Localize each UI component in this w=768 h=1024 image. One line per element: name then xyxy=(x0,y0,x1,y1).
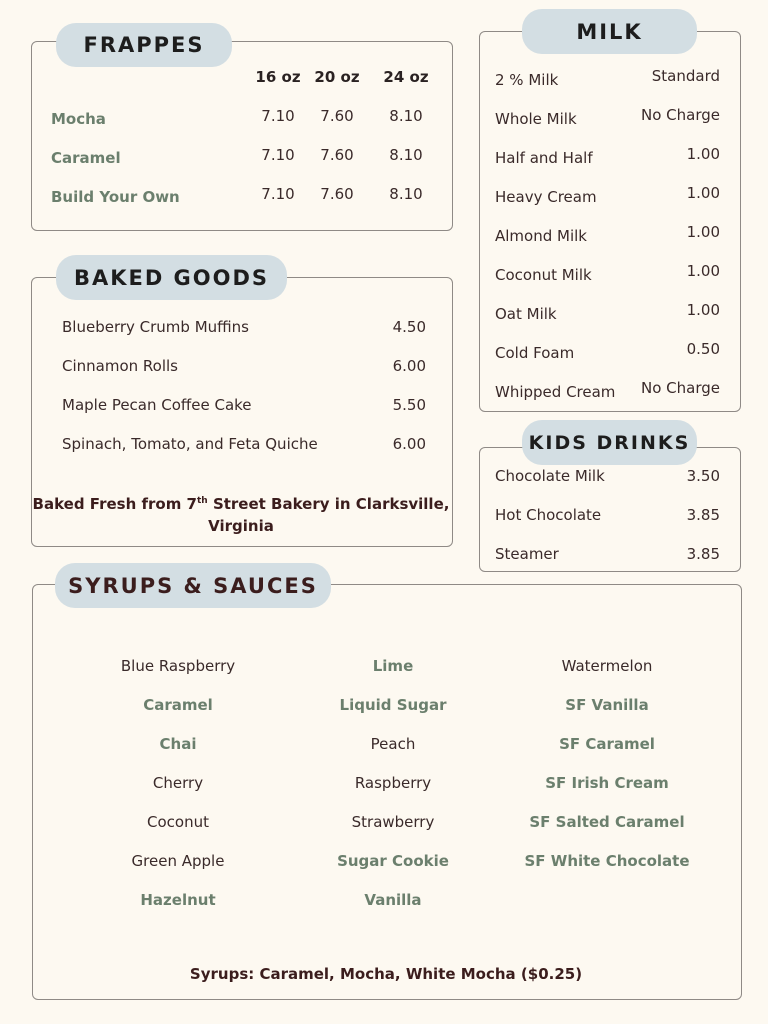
syrup-item: Blue Raspberry xyxy=(120,657,236,675)
milk-item-name: Coconut Milk xyxy=(495,266,592,284)
syrup-item: Hazelnut xyxy=(140,891,216,909)
size-header: 20 oz xyxy=(314,68,360,86)
baked-item-name: Blueberry Crumb Muffins xyxy=(62,318,249,336)
syrup-item: SF Caramel xyxy=(559,735,655,753)
milk-item-price: 1.00 xyxy=(686,262,720,280)
syrup-item: Cherry xyxy=(152,774,204,792)
syrups-note: Syrups: Caramel, Mocha, White Mocha ($0.25) xyxy=(189,965,583,983)
milk-item-name: Whipped Cream xyxy=(495,383,616,401)
baked-goods-note xyxy=(31,490,451,537)
frappe-price: 7.60 xyxy=(320,185,354,203)
baked-note-prefix: Baked Fresh from 7 xyxy=(32,495,197,513)
baked-note-line2: Virginia xyxy=(208,517,274,535)
syrup-item: Sugar Cookie xyxy=(337,852,449,870)
baked-item-name: Cinnamon Rolls xyxy=(62,357,178,375)
milk-item-price: No Charge xyxy=(641,106,720,124)
milk-item-name: Cold Foam xyxy=(495,344,575,362)
milk-item-price: 1.00 xyxy=(686,301,720,319)
baked-item-price: 5.50 xyxy=(392,396,426,414)
milk-item-name: Almond Milk xyxy=(495,227,587,245)
frappe-price: 7.10 xyxy=(261,146,295,164)
baked-item-name: Maple Pecan Coffee Cake xyxy=(62,396,252,414)
size-header: 24 oz xyxy=(383,68,429,86)
syrup-item: Vanilla xyxy=(364,891,422,909)
milk-item-price: 1.00 xyxy=(686,184,720,202)
syrups-section xyxy=(32,584,742,1000)
kids-item-price: 3.50 xyxy=(686,467,720,485)
syrup-item: Coconut xyxy=(147,813,209,831)
milk-item-name: 2 % Milk xyxy=(495,71,559,89)
syrup-item: Peach xyxy=(370,735,416,753)
baked-goods-title: BAKED GOODS xyxy=(56,255,287,300)
milk-item-name: Oat Milk xyxy=(495,305,557,323)
syrup-item: Watermelon xyxy=(561,657,653,675)
baked-item-price: 6.00 xyxy=(392,357,426,375)
kids-item-name: Steamer xyxy=(495,545,559,563)
milk-title: MILK xyxy=(522,9,697,54)
frappe-name: Mocha xyxy=(51,110,106,128)
frappe-price: 8.10 xyxy=(389,185,423,203)
frappes-title: FRAPPES xyxy=(56,23,232,67)
milk-item-price: 0.50 xyxy=(686,340,720,358)
kids-item-name: Hot Chocolate xyxy=(495,506,602,524)
size-header: 16 oz xyxy=(255,68,301,86)
milk-item-name: Half and Half xyxy=(495,149,593,167)
syrup-item: SF Irish Cream xyxy=(545,774,669,792)
syrup-item: Strawberry xyxy=(351,813,435,831)
syrups-title: SYRUPS & SAUCES xyxy=(55,563,331,608)
baked-note-suffix: Street Bakery in Clarksville, xyxy=(207,495,450,513)
frappe-price: 8.10 xyxy=(389,107,423,125)
syrup-item: Chai xyxy=(159,735,197,753)
kids-drinks-title: KIDS DRINKS xyxy=(522,420,697,465)
kids-item-price: 3.85 xyxy=(686,545,720,563)
syrup-item: Green Apple xyxy=(131,852,225,870)
frappe-price: 7.10 xyxy=(261,107,295,125)
frappe-name: Caramel xyxy=(51,149,121,167)
milk-item-price: 1.00 xyxy=(686,223,720,241)
frappe-price: 8.10 xyxy=(389,146,423,164)
syrup-item: Caramel xyxy=(143,696,213,714)
milk-item-name: Whole Milk xyxy=(495,110,577,128)
syrup-item: SF White Chocolate xyxy=(524,852,690,870)
kids-item-price: 3.85 xyxy=(686,506,720,524)
milk-item-price: No Charge xyxy=(641,379,720,397)
milk-item-name: Heavy Cream xyxy=(495,188,597,206)
frappe-price: 7.10 xyxy=(261,185,295,203)
milk-item-price: Standard xyxy=(651,67,720,85)
frappe-price: 7.60 xyxy=(320,146,354,164)
syrup-item: Raspberry xyxy=(354,774,432,792)
milk-item-price: 1.00 xyxy=(686,145,720,163)
frappe-name: Build Your Own xyxy=(51,188,180,206)
baked-item-price: 6.00 xyxy=(392,435,426,453)
syrup-item: SF Salted Caramel xyxy=(529,813,685,831)
frappe-price: 7.60 xyxy=(320,107,354,125)
baked-note-sup: th xyxy=(197,496,208,506)
baked-item-name: Spinach, Tomato, and Feta Quiche xyxy=(62,435,318,453)
kids-item-name: Chocolate Milk xyxy=(495,467,605,485)
syrup-item: Liquid Sugar xyxy=(339,696,447,714)
syrup-item: SF Vanilla xyxy=(565,696,649,714)
baked-item-price: 4.50 xyxy=(392,318,426,336)
syrup-item: Lime xyxy=(372,657,414,675)
